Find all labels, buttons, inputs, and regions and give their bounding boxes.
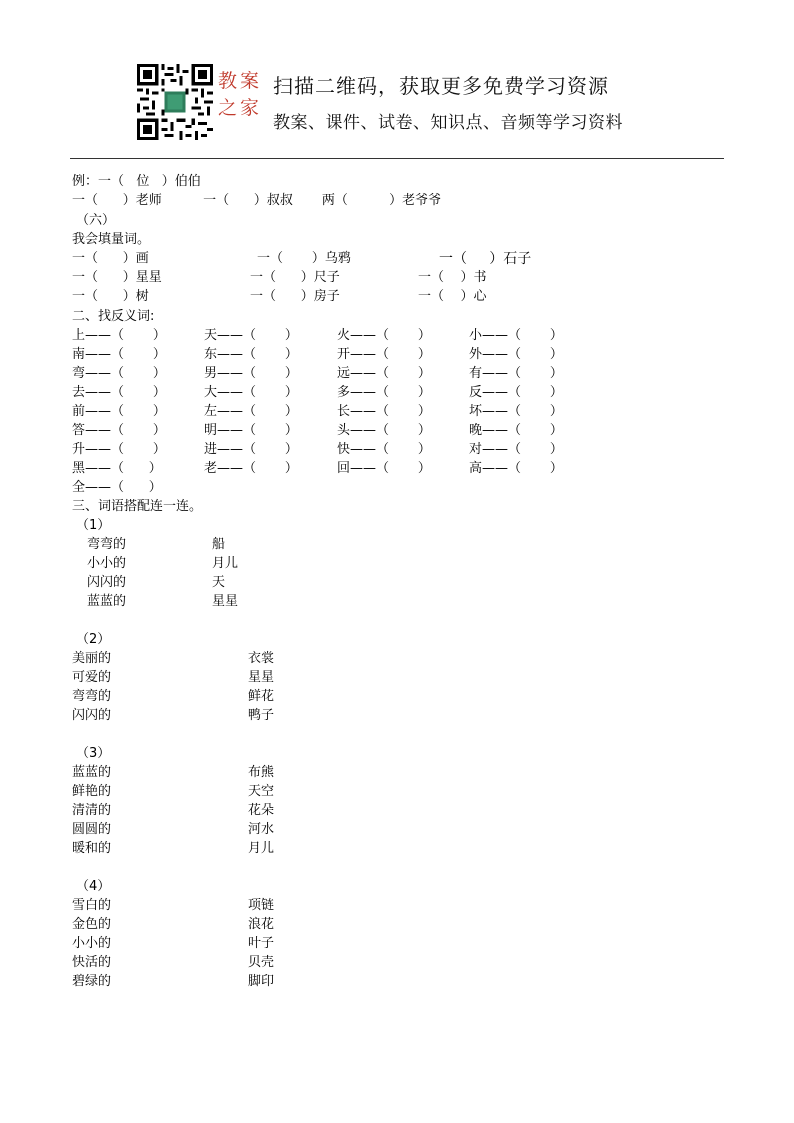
- brand-logo: 教案 之家: [218, 70, 263, 119]
- measure-word-item: 一（ ）乌鸦: [257, 251, 351, 266]
- antonym-item: 多——（ ）: [337, 385, 431, 400]
- match-right-item: 鲜花: [248, 689, 275, 704]
- antonym-item: 男——（ ）: [204, 366, 298, 381]
- antonym-item: 对——（ ）: [469, 442, 563, 457]
- match-right-item: 天: [212, 575, 226, 590]
- page-header: [0, 0, 794, 160]
- antonym-item: 坏——（ ）: [469, 404, 563, 419]
- antonym-item: 长——（ ）: [337, 404, 431, 419]
- match-left-item: 碧绿的: [72, 974, 112, 989]
- match-right-item: 衣裳: [248, 651, 275, 666]
- antonym-item: 有——（ ）: [469, 366, 563, 381]
- match-left-item: 蓝蓝的: [72, 765, 112, 780]
- match-right-item: 星星: [248, 670, 275, 685]
- match-right-item: 贝壳: [248, 955, 275, 970]
- match-left-item: 弯弯的: [87, 537, 127, 552]
- match-right-item: 鸭子: [248, 708, 275, 723]
- antonym-item: 火——（ ）: [337, 328, 431, 343]
- example-line: 一（ ）老师 一（ ）叔叔 两（ ）老爷爷: [72, 193, 442, 208]
- match-left-item: 雪白的: [72, 898, 112, 913]
- antonym-item: 天——（ ）: [204, 328, 298, 343]
- match-left-item: 小小的: [87, 556, 127, 571]
- match-right-item: 叶子: [248, 936, 275, 951]
- match-left-item: 蓝蓝的: [87, 594, 127, 609]
- antonym-item: 明——（ ）: [204, 423, 298, 438]
- group-label: （2）: [76, 632, 111, 647]
- antonym-item: 远——（ ）: [337, 366, 431, 381]
- match-left-item: 弯弯的: [72, 689, 112, 704]
- antonym-item: 回——（ ）: [337, 461, 431, 476]
- antonym-item: 老——（ ）: [204, 461, 298, 476]
- antonym-item: 前——（ ）: [72, 404, 166, 419]
- match-right-item: 花朵: [248, 803, 275, 818]
- section-instruction: 我会填量词。: [72, 232, 151, 247]
- match-right-item: 河水: [248, 822, 275, 837]
- match-left-item: 暖和的: [72, 841, 112, 856]
- match-left-item: 可爱的: [72, 670, 112, 685]
- match-left-item: 小小的: [72, 936, 112, 951]
- match-left-item: 金色的: [72, 917, 112, 932]
- match-left-item: 圆圆的: [72, 822, 112, 837]
- antonym-item: 晚——（ ）: [469, 423, 563, 438]
- section-heading: 二、找反义词:: [72, 309, 155, 324]
- header-subtitle: 教案、课件、试卷、知识点、音频等学习资料: [273, 113, 623, 133]
- header-divider: [70, 158, 724, 159]
- antonym-item: 南——（ ）: [72, 347, 166, 362]
- measure-word-item: 一（ ）树: [72, 289, 149, 304]
- measure-word-item: 一（ ）画: [72, 251, 149, 266]
- group-label: （3）: [76, 746, 111, 761]
- measure-word-item: 一（ ）书: [418, 270, 487, 285]
- section-heading: （六）: [76, 213, 116, 228]
- match-right-item: 浪花: [248, 917, 275, 932]
- header-slogan: 扫描二维码，获取更多免费学习资源: [273, 74, 609, 98]
- antonym-item: 全——（ ）: [72, 480, 162, 495]
- match-left-item: 清清的: [72, 803, 112, 818]
- antonym-item: 外——（ ）: [469, 347, 563, 362]
- antonym-item: 小——（ ）: [469, 328, 563, 343]
- match-right-item: 星星: [212, 594, 239, 609]
- match-right-item: 项链: [248, 898, 275, 913]
- match-left-item: 闪闪的: [87, 575, 127, 590]
- match-left-item: 快活的: [72, 955, 112, 970]
- antonym-item: 升——（ ）: [72, 442, 166, 457]
- match-right-item: 脚印: [248, 974, 275, 989]
- antonym-item: 黑——（ ）: [72, 461, 162, 476]
- measure-word-item: 一（ ）星星: [72, 270, 162, 285]
- antonym-item: 东——（ ）: [204, 347, 298, 362]
- example-line: 例：一（ 位 ）伯伯: [72, 174, 201, 189]
- match-right-item: 月儿: [212, 556, 239, 571]
- measure-word-item: 一（ ）尺子: [250, 270, 340, 285]
- measure-word-item: 一（ ）石子: [439, 251, 532, 267]
- match-right-item: 布熊: [248, 765, 275, 780]
- qr-code-icon: [137, 64, 213, 140]
- group-label: （4）: [76, 879, 111, 894]
- match-right-item: 船: [212, 537, 226, 552]
- antonym-item: 上——（ ）: [72, 328, 166, 343]
- match-left-item: 鲜艳的: [72, 784, 112, 799]
- antonym-item: 答——（ ）: [72, 423, 166, 438]
- measure-word-item: 一（ ）房子: [250, 289, 340, 304]
- antonym-item: 反——（ ）: [469, 385, 563, 400]
- match-left-item: 美丽的: [72, 651, 112, 666]
- group-label: （1）: [76, 518, 111, 533]
- antonym-item: 快——（ ）: [337, 442, 431, 457]
- antonym-item: 头——（ ）: [337, 423, 431, 438]
- match-right-item: 月儿: [248, 841, 275, 856]
- antonym-item: 弯——（ ）: [72, 366, 166, 381]
- antonym-item: 大——（ ）: [204, 385, 298, 400]
- antonym-item: 进——（ ）: [204, 442, 298, 457]
- antonym-item: 左——（ ）: [204, 404, 298, 419]
- match-left-item: 闪闪的: [72, 708, 112, 723]
- antonym-item: 高——（ ）: [469, 461, 563, 476]
- measure-word-item: 一（ ）心: [418, 289, 487, 304]
- antonym-item: 去——（ ）: [72, 385, 166, 400]
- antonym-item: 开——（ ）: [337, 347, 431, 362]
- section-heading: 三、词语搭配连一连。: [72, 499, 203, 514]
- match-right-item: 天空: [248, 784, 275, 799]
